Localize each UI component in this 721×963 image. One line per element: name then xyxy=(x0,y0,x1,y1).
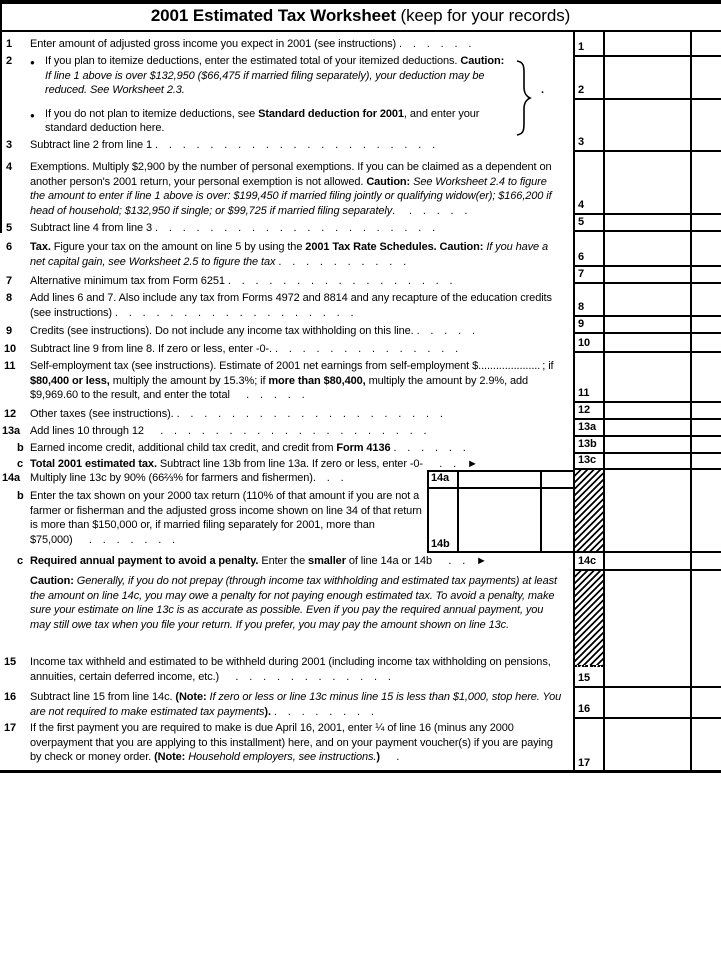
text-block xyxy=(30,291,563,320)
cents-cell-10[interactable] xyxy=(692,334,721,351)
line-number: 6 xyxy=(6,241,13,253)
text-block xyxy=(30,407,563,422)
amount-cell-13a[interactable] xyxy=(605,420,692,435)
line-text-segment: Subtract line 9 from line 8. If zero or less, enter -0-. . . . . . . . . . . . . . . xyxy=(30,343,459,355)
cents-cell-7[interactable] xyxy=(692,267,721,282)
text-block xyxy=(30,37,563,52)
amount-cell-10[interactable] xyxy=(605,334,692,351)
line-text-segment: Credits (see instructions). Do not include any income tax withholding on this line. . . . . . xyxy=(30,325,475,337)
bullet-item xyxy=(30,107,508,136)
line-item-10 xyxy=(0,342,563,357)
line-text-segment: Caution: xyxy=(30,575,77,587)
cents-cell-12[interactable] xyxy=(692,403,721,418)
text-block xyxy=(30,359,563,403)
cents-cell-11[interactable] xyxy=(692,353,721,401)
row-label: 13c xyxy=(578,454,597,466)
row-label: 17 xyxy=(578,757,591,769)
text-block xyxy=(30,489,422,547)
entry-row-4 xyxy=(575,152,721,215)
line-item-13a xyxy=(0,424,563,439)
line-item-4 xyxy=(0,160,563,218)
entry-row-17 xyxy=(575,719,721,771)
line-number: 17 xyxy=(4,722,17,734)
row-label-cell-13c xyxy=(575,454,605,468)
line-item-9 xyxy=(0,324,563,339)
cents-cell-17[interactable] xyxy=(692,719,721,771)
line-text-segment: . xyxy=(379,751,400,764)
line-number: 13a xyxy=(2,425,21,437)
cents-cell-13a[interactable] xyxy=(692,420,721,435)
row-label: 12 xyxy=(578,404,591,416)
row-label-cell-9 xyxy=(575,317,605,332)
line-text-segment: Exemptions. Multiply $2,900 by the number of personal exemptions. If you can be claimed as a dependent on another person's 2001 return, your personal exemption is not allowed. xyxy=(30,161,552,188)
amount-cell-8[interactable] xyxy=(605,284,692,315)
row-label-cell-15 xyxy=(575,571,605,686)
line-text-segment: more than $80,400, xyxy=(268,374,366,387)
text-block xyxy=(30,221,563,236)
row-label: 16 xyxy=(578,703,591,715)
row-label-14a: 14a xyxy=(429,472,459,487)
line-number: b xyxy=(17,442,24,454)
line-text-segment: Self-employment tax (see instructions). Estimate of 2001 net earnings from self-employment $..................... ; if xyxy=(30,360,554,372)
amount-cell-14b[interactable] xyxy=(459,489,542,551)
line-text-segment: If line 1 above is over $132,950 ($66,475 if married filing separately), your deduction may be reduced. See Worksheet 2.3. xyxy=(45,69,485,97)
hatched-area xyxy=(575,571,603,667)
entry-row-8 xyxy=(575,284,721,317)
entry-row-10 xyxy=(575,334,721,353)
entry-row-13a xyxy=(575,420,721,437)
row-label: 4 xyxy=(578,199,585,211)
line-number: c xyxy=(17,555,24,567)
line-text-segment: If you do not plan to itemize deductions, see xyxy=(45,107,259,120)
amount-cell-14c[interactable] xyxy=(605,553,692,569)
line-text-segment: 2001 Tax Rate Schedules. Caution: xyxy=(305,241,487,253)
entry-row-16 xyxy=(575,688,721,719)
bottom-border xyxy=(0,770,721,773)
row-label: 2 xyxy=(578,84,585,96)
amount-cell-7[interactable] xyxy=(605,267,692,282)
row-label-cell-11 xyxy=(575,353,605,401)
row-label-cell-12 xyxy=(575,403,605,418)
line-text-segment: Enter the xyxy=(261,555,309,567)
line-text-segment: Tax. xyxy=(30,241,54,253)
line-number: b xyxy=(17,490,24,502)
text-block xyxy=(30,441,563,456)
line-text-segment: (Note: xyxy=(175,691,210,703)
line-number: 1 xyxy=(6,38,13,50)
line-number: 3 xyxy=(6,139,13,151)
line-text-segment: Enter amount of adjusted gross income you expect in 2001 (see instructions) . . . . . . xyxy=(30,38,472,50)
row-label-cell-2 xyxy=(575,57,605,98)
text-block xyxy=(30,274,563,289)
entry-row-5 xyxy=(575,215,721,232)
entry-row-6 xyxy=(575,232,721,267)
row-label: 5 xyxy=(578,216,585,228)
row-label: 8 xyxy=(578,301,585,313)
cents-cell-16[interactable] xyxy=(692,688,721,717)
line-text-segment: Income tax withheld and estimated to be withheld during 2001 (including income tax withholding on pensions, annuities, certain deferred income, etc.) . . . . . . . . . . . . xyxy=(30,656,551,683)
text-block xyxy=(30,324,563,339)
line-text-segment: If the first payment you are required to make is due April 16, 2001, enter ¼ of line 16 (minus any 2000 overpayment that you are applying to this installment) here, and on your payment voucher(s) if you are paying by check or money order. xyxy=(30,722,553,764)
row-label-cell-16 xyxy=(575,688,605,717)
line-text-segment: If zero or less or line 13c minus line 15 is less than $1,000, stop here. You are not required to make estimated tax payments xyxy=(30,691,562,718)
row-14a xyxy=(429,472,573,489)
line14-sub-table xyxy=(427,470,573,553)
line-text-segment: If you have a net capital gain, see Worksheet 2.5 to figure the tax xyxy=(30,241,548,268)
line-item-7 xyxy=(0,274,563,289)
amount-cell-6[interactable] xyxy=(605,232,692,265)
line-item-c xyxy=(0,554,570,569)
cents-cell-9[interactable] xyxy=(692,317,721,332)
amount-cell-13b[interactable] xyxy=(605,437,692,452)
line-item-2 xyxy=(0,54,508,136)
entry-row-9 xyxy=(575,317,721,334)
line-text-segment: (Note: xyxy=(154,751,189,764)
row-label-cell-8 xyxy=(575,284,605,315)
entry-row-13b xyxy=(575,437,721,454)
amount-cell-17[interactable] xyxy=(605,719,692,771)
row-label: 13b xyxy=(578,438,597,450)
cents-cell-14b[interactable] xyxy=(542,489,573,551)
entry-table xyxy=(573,32,721,771)
line-text-segment: $80,400 or less, xyxy=(30,374,110,387)
line-number: 9 xyxy=(6,325,13,337)
line-text-segment: Household employers, see instructions. xyxy=(188,751,377,764)
line-number: 8 xyxy=(6,292,13,304)
entry-row-11 xyxy=(575,353,721,403)
row-label: 13a xyxy=(578,421,597,433)
line-number: 4 xyxy=(6,161,13,173)
hatched-cell xyxy=(575,470,605,551)
entry-row-12 xyxy=(575,403,721,420)
line-number: 16 xyxy=(4,691,17,703)
line-number: 12 xyxy=(4,408,17,420)
line-item-b xyxy=(0,489,422,547)
line-text-segment: Standard deduction for 2001 xyxy=(258,107,404,120)
row-label-cell-1 xyxy=(575,32,605,55)
line-text-segment: Generally, if you do not prepay (through income tax withholding and estimated tax payments) at least the amount on line 14c, you may owe a penalty for not paying enough estimated tax. To avoid a penalty, make sure your estimate on line 13c is as accurate as possible. Even if you pay the required annual payment, you may still owe tax when you file your return. If you prefer, you may pay the amount shown on line 13c. xyxy=(30,575,557,631)
row-label-cell-3 xyxy=(575,100,605,150)
line-item-11 xyxy=(0,359,563,403)
text-block xyxy=(30,342,563,357)
entry-row-14c xyxy=(575,553,721,571)
line-number: 14a xyxy=(2,472,21,484)
line-text-segment: If you plan to itemize deductions, enter the estimated total of your itemized deductions. xyxy=(45,55,461,67)
entry-row-7 xyxy=(575,267,721,284)
row-label-cell-17 xyxy=(575,719,605,771)
entry-row-1 xyxy=(575,32,721,57)
cents-cell-spacer[interactable] xyxy=(692,470,721,551)
bullet-item xyxy=(30,54,508,98)
line-item-15 xyxy=(0,655,563,684)
line-item-17 xyxy=(0,721,563,765)
cents-cell-15[interactable] xyxy=(692,571,721,686)
row-label-14b: 14b xyxy=(429,489,459,551)
line-number: c xyxy=(17,458,24,470)
amount-cell-1[interactable] xyxy=(605,32,692,55)
cents-cell-1[interactable] xyxy=(692,32,721,55)
line-number: 10 xyxy=(4,343,17,355)
line-text-segment: . . . . . . . . . . xyxy=(275,255,407,268)
bullet-icon: ● xyxy=(30,110,35,120)
title-suffix: (keep for your records) xyxy=(395,6,571,25)
cents-cell-13b[interactable] xyxy=(692,437,721,452)
line-text-segment: smaller xyxy=(308,555,346,567)
cents-cell-3[interactable] xyxy=(692,100,721,150)
line-text-segment: Form 4136 xyxy=(336,442,391,454)
line-item-8 xyxy=(0,291,563,320)
line-text-segment: of line 14a or 14b . . ► xyxy=(345,555,487,567)
cents-cell-6[interactable] xyxy=(692,232,721,265)
bullet-text xyxy=(45,107,508,136)
bullet-text xyxy=(45,54,508,98)
line-text-segment: multiply the amount by 2.9%, add $9,969.60 to the result, and enter the total . . . . . xyxy=(30,374,529,402)
line-item-1 xyxy=(0,37,563,52)
row-label-cell-10 xyxy=(575,334,605,351)
line-text-segment: Multiply line 13c by 90% (66⅔% for farmers and fishermen). . . xyxy=(30,472,344,484)
line-text-segment: Required annual payment to avoid a penalty. xyxy=(30,555,262,567)
amount-cell-11[interactable] xyxy=(605,353,692,401)
line-text-segment: multiply the amount by 15.3%; if xyxy=(109,374,269,387)
text-block xyxy=(30,721,563,765)
line-text-segment: See Worksheet 2.4 to figure the amount to enter if line 1 above is over: $199,450 if married filing jointly or qualifying widow(er); $166,200 if head of household; $132,950 if single; or $99,725 if married filing separately xyxy=(30,175,552,217)
row-label-cell-5 xyxy=(575,215,605,230)
line-text-segment: Alternative minimum tax from Form 6251 . . . . . . . . . . . . . . . . . xyxy=(30,275,453,287)
line-text-segment: Other taxes (see instructions). . . . . . . . . . . . . . . . . . . . . xyxy=(30,408,443,420)
line-text-segment: Subtract line 2 from line 1 . . . . . . . . . . . . . . . . . . . . . xyxy=(30,139,436,151)
text-block xyxy=(30,424,563,439)
leader-dot: . xyxy=(541,84,544,96)
entry-row-13c xyxy=(575,454,721,470)
row-label-cell-7 xyxy=(575,267,605,282)
row-label: 10 xyxy=(578,337,591,349)
line-text-segment: Earned income credit, additional child tax credit, and credit from xyxy=(30,442,337,454)
amount-cell-2[interactable] xyxy=(605,57,692,98)
row-label-cell-14c xyxy=(575,553,605,569)
row-label: 14c xyxy=(578,555,597,567)
line-item-5 xyxy=(0,221,563,236)
cents-cell-5[interactable] xyxy=(692,215,721,230)
row-14b xyxy=(429,489,573,551)
title-main: 2001 Estimated Tax Worksheet xyxy=(150,6,396,25)
row-label: 11 xyxy=(578,387,590,399)
line-text-segment: Subtract line 13b from line 13a. If zero or less, enter -0- . . ► xyxy=(159,458,478,470)
row-label: 3 xyxy=(578,136,585,148)
line-item-14a xyxy=(0,471,422,486)
entry-row-3 xyxy=(575,100,721,152)
amount-cell-16[interactable] xyxy=(605,688,692,717)
line-text-segment: . . . . . . . . xyxy=(270,705,374,718)
brace-icon xyxy=(514,59,532,140)
line-number: 5 xyxy=(6,222,13,234)
cents-cell-2[interactable] xyxy=(692,57,721,98)
amount-cell-9[interactable] xyxy=(605,317,692,332)
row-label-cell-13b xyxy=(575,437,605,452)
line-text-segment: Enter the tax shown on your 2000 tax return (110% of that amount if you are not a farmer or fisherman and the adjusted gross income shown on line 34 of that return is more than $150,000 or, if married filing separately for 2001, more than $75,000) . . . . . . . xyxy=(30,490,422,546)
entry-row-15 xyxy=(575,571,721,688)
text-block xyxy=(30,574,563,632)
cents-cell-8[interactable] xyxy=(692,284,721,315)
line-text-segment: Caution: xyxy=(460,55,505,67)
line-text-segment: Caution: xyxy=(366,175,414,188)
entry-row-2 xyxy=(575,57,721,100)
line-number: 11 xyxy=(4,360,16,372)
line-item-16 xyxy=(0,690,563,719)
line-text-segment: , and enter your standard deduction here. xyxy=(45,107,480,135)
amount-cell-15[interactable] xyxy=(605,571,692,686)
line-item-3 xyxy=(0,138,563,153)
row-label-cell-6 xyxy=(575,232,605,265)
row-label-cell-4 xyxy=(575,152,605,213)
line-number: 2 xyxy=(6,55,13,67)
cents-cell-14a[interactable] xyxy=(542,472,573,487)
line-text-segment: . . . . . . xyxy=(390,442,466,454)
line-text-segment: Subtract line 15 from line 14c. xyxy=(30,691,176,703)
amount-cell-5[interactable] xyxy=(605,215,692,230)
line-text-segment: ) xyxy=(376,751,380,764)
amount-cell-3[interactable] xyxy=(605,100,692,150)
line-item-b xyxy=(0,441,563,456)
text-block xyxy=(30,240,563,269)
amount-cell-4[interactable] xyxy=(605,152,692,213)
text-block xyxy=(30,655,563,684)
top-border xyxy=(0,0,721,4)
line-item-12 xyxy=(0,407,563,422)
cents-cell-13c[interactable] xyxy=(692,454,721,468)
line-text-segment: Figure your tax on the amount on line 5 by using the xyxy=(53,241,306,253)
page-title xyxy=(0,6,721,26)
text-block xyxy=(30,138,563,153)
amount-cell-14a[interactable] xyxy=(459,472,542,487)
row-label: 15 xyxy=(578,672,591,684)
line-number: 7 xyxy=(6,275,13,287)
row-label: 7 xyxy=(578,268,585,280)
cents-cell-14c[interactable] xyxy=(692,553,721,569)
cents-cell-4[interactable] xyxy=(692,152,721,213)
text-block xyxy=(30,690,563,719)
caution-paragraph xyxy=(0,574,563,632)
text-block xyxy=(30,471,422,486)
line-text-segment: Total 2001 estimated tax. xyxy=(30,458,160,470)
amount-cell-13c[interactable] xyxy=(605,454,692,468)
row-label-cell-13a xyxy=(575,420,605,435)
line-text-segment: Add lines 6 and 7. Also include any tax from Forms 4972 and 8814 and any recapture of the education credits (see instructions) . . . . . . . . . . . . . . . . . . xyxy=(30,292,552,319)
line-number: 15 xyxy=(4,656,17,668)
line-item-6 xyxy=(0,240,563,269)
line-text-segment: . . . . . . xyxy=(392,204,468,217)
entry-row-spacer xyxy=(575,470,721,553)
amount-cell-12[interactable] xyxy=(605,403,692,418)
row-label: 9 xyxy=(578,318,585,330)
line-text-segment: Subtract line 4 from line 3 . . . . . . . . . . . . . . . . . . . . . xyxy=(30,222,436,234)
row-label: 6 xyxy=(578,251,585,263)
text-block xyxy=(30,554,570,569)
row-label: 1 xyxy=(578,41,585,53)
amount-cell-spacer[interactable] xyxy=(605,470,692,551)
line-text-segment: Add lines 10 through 12 . . . . . . . . . . . . . . . . . . . . xyxy=(30,425,427,437)
text-block xyxy=(30,160,563,218)
bullet-icon: ● xyxy=(30,58,35,67)
line-text-segment: ). xyxy=(264,705,271,718)
